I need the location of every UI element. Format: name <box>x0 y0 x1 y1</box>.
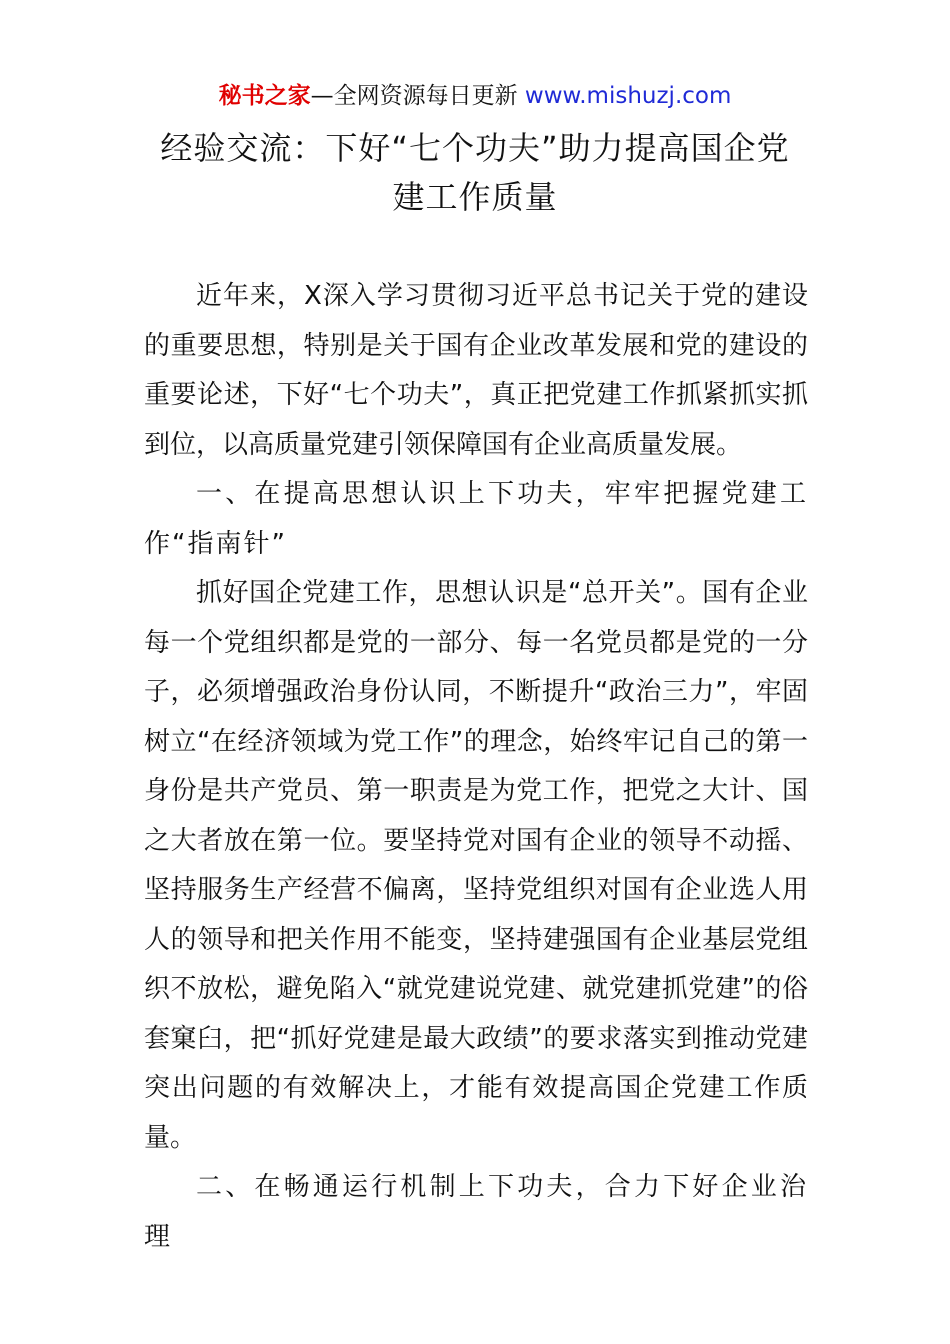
document-body <box>144 272 808 1262</box>
section-heading-2: 二、在畅通运行机制上下功夫，合力下好企业治理 <box>144 1172 808 1252</box>
paragraph-section-1: 抓好国企党建工作，思想认识是“总开关”。国有企业每一个党组织都是党的一部分、每一名党员都是党的一分子，必须增强政治身份认同，不断提升“政治三力”，牢固树立“在经济领域为党工作”的理念，始终牢记自己的第一身份是共产党员、第一职责是为党工作，把党之大计、国之大者放在第一位。要坚持党对国有企业的领导不动摇、坚持服务生产经营不偏离，坚持党组织对国有企业选人用人的领导和把关作用不能变，坚持建强国有企业基层党组织不放松，避免陷入“就党建说党建、就党建抓党建”的俗套窠臼，把“抓好党建是最大政绩”的要求落实到推动党建突出问题的有效解决上，才能有效提高国企党建工作质量。 <box>144 578 808 1153</box>
paragraph-intro: 近年来，X深入学习贯彻习近平总书记关于党的建设的重要思想，特别是关于国有企业改革发展和党的建设的重要论述，下好“七个功夫”，真正把党建工作抓紧抓实抓到位，以高质量党建引领保障国有企业高质量发展。 <box>144 281 808 460</box>
site-url-link[interactable]: www.mishuzj.com <box>524 83 732 109</box>
brand-name: 秘书之家 <box>218 83 311 109</box>
document-title <box>100 124 850 222</box>
section-heading-1: 一、在提高思想认识上下功夫，牢牢把握党建工作“指南针” <box>144 479 808 559</box>
title-line-1: 经验交流：下好“七个功夫”助力提高国企党 <box>160 129 790 167</box>
title-line-2: 建工作质量 <box>392 178 558 216</box>
site-header <box>0 78 950 114</box>
header-tagline: —全网资源每日更新 <box>310 83 525 109</box>
